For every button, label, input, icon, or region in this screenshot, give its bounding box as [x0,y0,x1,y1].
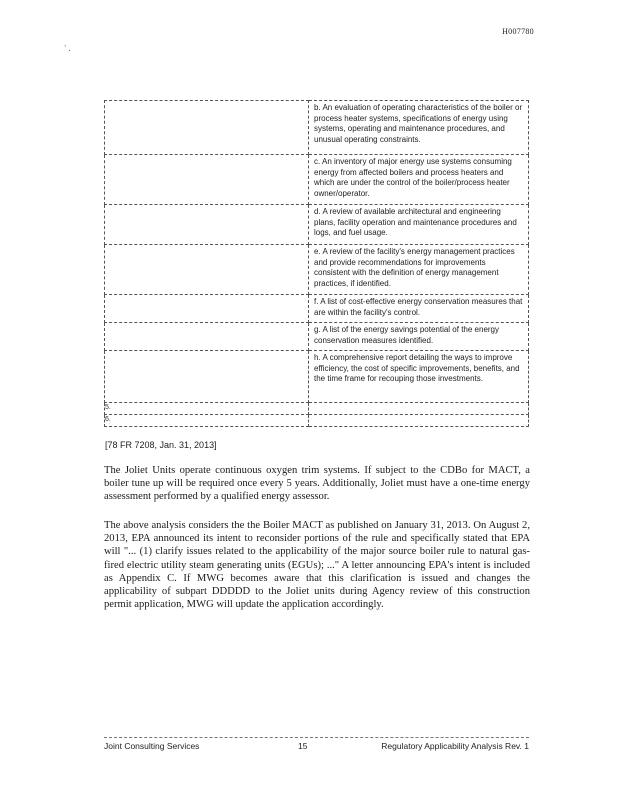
table-cell-left [105,155,309,205]
table-cell-left [105,205,309,245]
page-id: H007780 [502,27,534,36]
requirements-table [104,100,529,427]
body-paragraph: The above analysis considers the the Boiler MACT as published on January 31, 2013. On August 2, 2013, EPA announced its intent to reconsider portions of the rule and specifically stated that EPA will "... (1) clarify issues related to the applicability of the major source boiler rule to natural gas-fired electric utility steam generating units (EGUs); ..." A letter announcing EPA's intent is included as Appendix C. If MWG becomes aware that this clarification is issued and changes the applicability of subpart DDDDD to the Joliet units during Agency review of this construction permit application, MWG will update the application accordingly. [104,520,530,611]
table-cell-left: 5. [105,403,309,415]
table-cell-left [105,323,309,351]
table-cell-right [309,415,529,427]
table-cell-right [309,403,529,415]
table-row [105,205,529,245]
table-row [105,415,529,427]
table-cell-right: c. An inventory of major energy use systems consuming energy from affected boilers and process heaters and which are under the control of the boiler/process heater owner/operator. [309,155,529,205]
table-cell-right: f. A list of cost-effective energy conservation measures that are within the facility's control. [309,295,529,323]
table-cell-right: d. A review of available architectural and engineering plans, facility operation and maintenance procedures and logs, and fuel usage. [309,205,529,245]
table-row [105,101,529,155]
table-row [105,351,529,403]
footer-divider [104,737,529,738]
table-row [105,295,529,323]
table-cell-left [105,101,309,155]
body-paragraph: The Joliet Units operate continuous oxygen trim systems. If subject to the CDBo for MACT, a boiler tune up will be required once every 5 years. Additionally, Joliet must have a one-time energy assessment performed by a qualified energy assessor. [104,465,530,503]
table-cell-left [105,295,309,323]
page-number: 15 [298,741,308,751]
footer-company: Joint Consulting Services [104,741,200,751]
table-cell-right: g. A list of the energy savings potential of the energy conservation measures identified. [309,323,529,351]
table-row [105,245,529,295]
table-cell-left [105,351,309,403]
table-row [105,155,529,205]
table-row [105,323,529,351]
table-cell-right: e. A review of the facility's energy management practices and provide recommendations for improvements consistent with the definition of energy management practices, if identified. [309,245,529,295]
table-cell-left [105,245,309,295]
footer-document-title: Regulatory Applicability Analysis Rev. 1 [381,741,529,751]
citation: [78 FR 7208, Jan. 31, 2013] [105,440,217,450]
table-cell-left: 6. [105,415,309,427]
table-cell-right: b. An evaluation of operating characteristics of the boiler or process heater systems, specifications of energy using systems, operating and maintenance procedures, and unusual operating constraints. [309,101,529,155]
table-cell-right: h. A comprehensive report detailing the ways to improve efficiency, the cost of specific improvements, benefits, and the time frame for recouping those investments. [309,351,529,403]
corner-mark: ` . [64,44,71,53]
table-row [105,403,529,415]
